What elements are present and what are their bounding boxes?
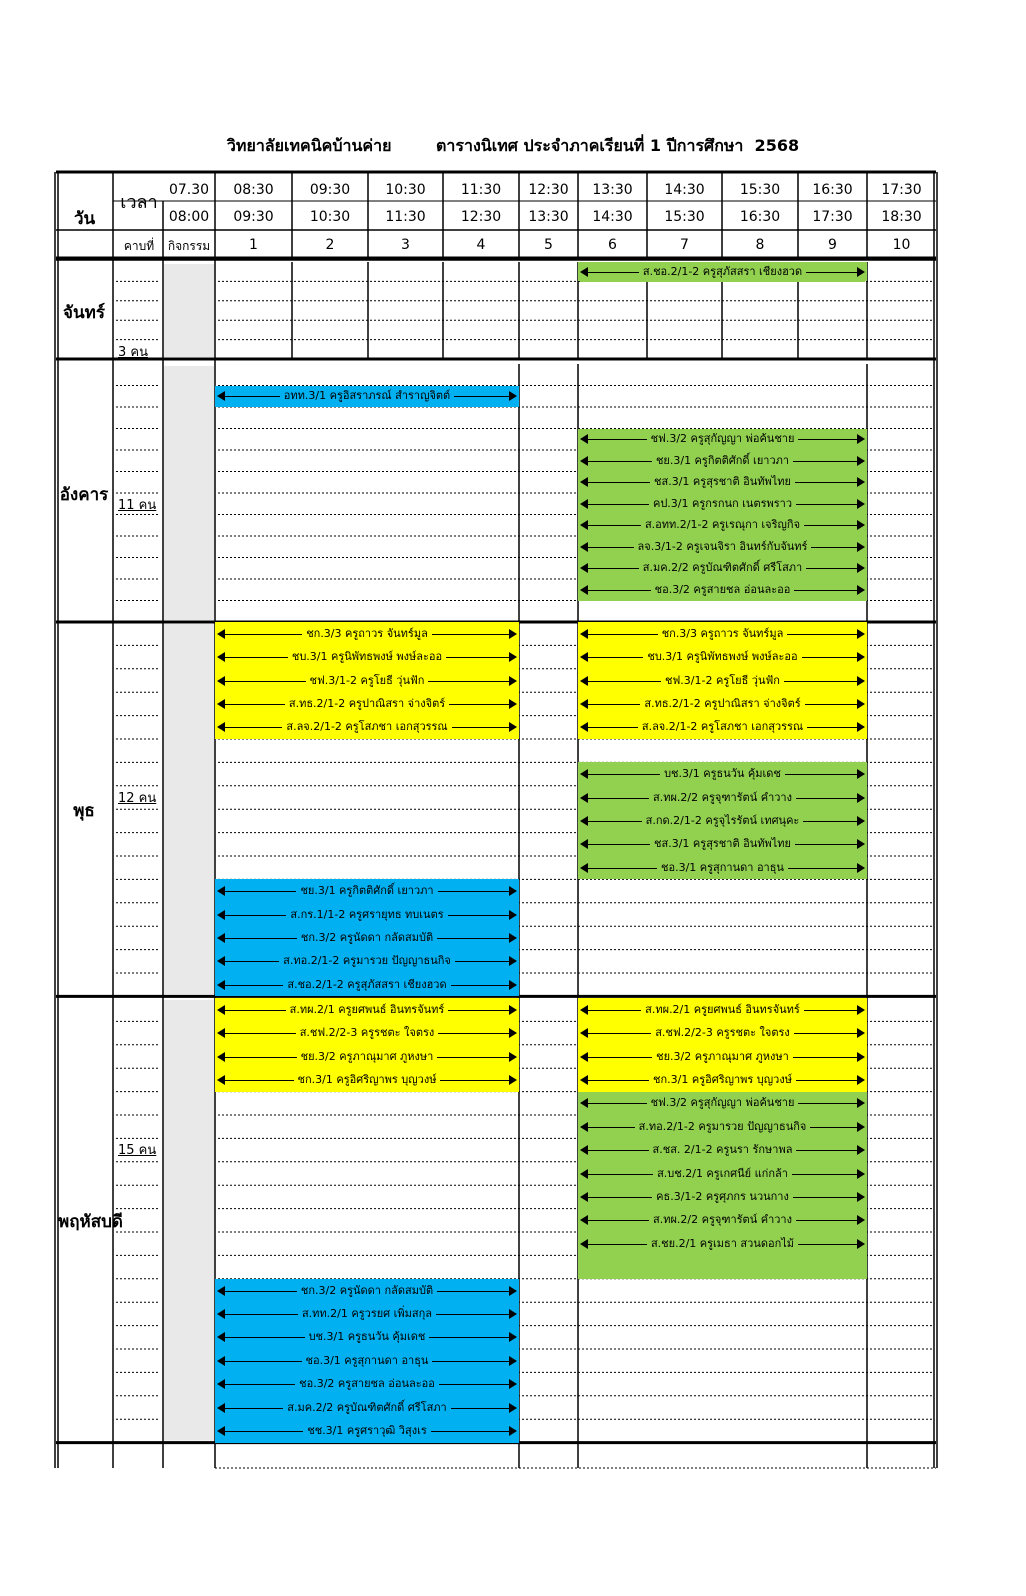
entry-text-wrap	[580, 262, 865, 282]
day-label: จันทร์	[63, 302, 105, 323]
entry-label: ชก.3/2 ครูนัดดา กลัดสมบัติ	[297, 931, 437, 944]
entry-label: ส.ทธ.2/1-2 ครูปาณิสรา จ่างจิตร์	[640, 697, 804, 710]
supervision-entry[interactable]	[217, 951, 517, 971]
supervision-entry[interactable]	[580, 1117, 865, 1137]
supervision-entry[interactable]	[580, 472, 865, 492]
entry-text-wrap	[217, 694, 517, 714]
supervision-entry[interactable]	[580, 537, 865, 557]
entry-text-wrap	[217, 1023, 517, 1043]
supervision-entry[interactable]	[580, 788, 865, 808]
entry-text-wrap	[217, 1421, 517, 1441]
teacher-count: 12 คน	[118, 790, 157, 806]
day-label: พุธ	[73, 801, 95, 822]
supervision-entry[interactable]	[217, 1023, 517, 1043]
day-label: อังคาร	[59, 485, 109, 505]
entry-label: ส.ชฟ.2/2-3 ครูรชตะ ใจตรง	[651, 1026, 794, 1039]
entry-label: อทท.3/1 ครูอิสราภรณ์ สำราญจิตต์	[280, 389, 454, 402]
entry-label: บช.3/1 ครูธนวัน คุ้มเดช	[660, 767, 785, 780]
activity-header: กิจกรรม	[167, 239, 211, 253]
time-start: 10:30	[385, 182, 426, 198]
supervision-entry[interactable]	[580, 1070, 865, 1090]
teacher-count: 15 คน	[118, 1143, 157, 1159]
entry-text-wrap	[217, 671, 517, 691]
entry-label: ชฟ.3/1-2 ครูโยธี วุ่นฟัก	[661, 674, 784, 687]
supervision-entry[interactable]	[217, 624, 517, 644]
entry-text-wrap	[580, 451, 865, 471]
entry-label: ส.ทผ.2/1 ครูยศพนธ์ อินทรจันทร์	[286, 1003, 449, 1016]
entry-label: ชย.3/2 ครูภาณุมาศ ภูหงษา	[652, 1050, 793, 1063]
entry-text-wrap	[580, 558, 865, 578]
entry-text-wrap	[217, 928, 517, 948]
entry-label: ชก.3/3 ครูถาวร จันทร์มูล	[658, 627, 788, 640]
entry-label: ชย.3/1 ครูกิตติศักดิ์ เยาวภา	[296, 884, 437, 897]
supervision-entry[interactable]	[580, 647, 865, 667]
entry-text-wrap	[580, 694, 865, 714]
entry-text-wrap	[217, 881, 517, 901]
entry-label: ชฟ.3/1-2 ครูโยธี วุ่นฟัก	[306, 674, 429, 687]
entry-text-wrap	[580, 1047, 865, 1067]
supervision-entry[interactable]	[217, 1304, 517, 1324]
activity-column	[164, 264, 214, 357]
supervision-entry[interactable]	[217, 975, 517, 995]
time-end: 11:30	[385, 209, 426, 225]
entry-text-wrap	[217, 386, 517, 406]
entry-text-wrap	[580, 788, 865, 808]
entry-text-wrap	[580, 1187, 865, 1207]
supervision-entry[interactable]	[580, 671, 865, 691]
time-start: 13:30	[592, 182, 633, 198]
period-header: คาบที่	[123, 239, 155, 253]
entry-text-wrap	[580, 1210, 865, 1230]
entry-text-wrap	[580, 1093, 865, 1113]
supervision-entry[interactable]	[580, 834, 865, 854]
entry-text-wrap	[217, 1047, 517, 1067]
entry-text-wrap	[580, 624, 865, 644]
entry-text-wrap	[580, 671, 865, 691]
day-label: พฤหัสบดี	[58, 1212, 123, 1233]
supervision-entry[interactable]	[217, 386, 517, 406]
entry-label: ส.ทธ.2/1-2 ครูปาณิสรา จ่างจิตร์	[285, 697, 449, 710]
entry-text-wrap	[580, 472, 865, 492]
entry-label: ส.ชอ.2/1-2 ครูสุภัสสรา เชียงฮวด	[639, 265, 806, 278]
entry-text-wrap	[217, 647, 517, 667]
supervision-entry[interactable]	[580, 1047, 865, 1067]
entry-text-wrap	[217, 1304, 517, 1324]
entry-label: ส.ทผ.2/2 ครูจุฑารัตน์ คำวาง	[649, 791, 796, 804]
supervision-entry[interactable]	[217, 905, 517, 925]
supervision-entry[interactable]	[217, 1398, 517, 1418]
supervision-entry[interactable]	[580, 1234, 865, 1254]
supervision-entry[interactable]	[217, 717, 517, 737]
entry-label: ส.ทท.2/1 ครูวรยศ เพิ่มสกุล	[298, 1307, 436, 1320]
entry-text-wrap	[580, 811, 865, 831]
time-end: 12:30	[460, 209, 502, 225]
entry-label: ส.ชอ.2/1-2 ครูสุภัสสรา เชียงฮวด	[283, 978, 450, 991]
entry-text-wrap	[580, 1023, 865, 1043]
supervision-entry[interactable]	[580, 858, 865, 878]
supervision-entry[interactable]	[580, 558, 865, 578]
supervision-entry[interactable]	[217, 1327, 517, 1347]
period-number: 7	[680, 237, 689, 253]
supervision-entry[interactable]	[580, 494, 865, 514]
entry-text-wrap	[217, 1327, 517, 1347]
supervision-entry[interactable]	[217, 694, 517, 714]
time-start: 09:30	[309, 182, 351, 198]
period-number: 2	[325, 237, 335, 253]
entry-label: ชย.3/2 ครูภาณุมาศ ภูหงษา	[297, 1050, 438, 1063]
entry-text-wrap	[217, 975, 517, 995]
supervision-entry[interactable]	[217, 1000, 517, 1020]
time-end: 13:30	[528, 209, 569, 225]
entry-label: บช.3/1 ครูธนวัน คุ้มเดช	[305, 1330, 430, 1343]
entry-label: ชบ.3/1 ครูนิพัทธพงษ์ พงษ์ละออ	[643, 650, 801, 663]
entry-label: ส.ทอ.2/1-2 ครูมารวย ปัญญาธนกิจ	[279, 954, 455, 967]
supervision-entry[interactable]	[580, 811, 865, 831]
entry-text-wrap	[580, 717, 865, 737]
entry-label: คป.3/1 ครูกรกนก เนตรพราว	[649, 497, 796, 510]
time-start: 15:30	[739, 182, 781, 198]
supervision-entry[interactable]	[580, 515, 865, 535]
supervision-entry[interactable]	[217, 1374, 517, 1394]
entry-text-wrap	[580, 1234, 865, 1254]
teacher-count: 3 คน	[118, 344, 148, 360]
entry-text-wrap	[217, 1070, 517, 1090]
entry-label: ส.กร.1/1-2 ครูศรายุทธ ทบเนตร	[286, 908, 447, 921]
time-end: 15:30	[664, 209, 705, 225]
entry-label: ชก.3/3 ครูถาวร จันทร์มูล	[302, 627, 432, 640]
entry-label: ส.มค.2/2 ครูบัณฑิตศักดิ์ ศรีโสภา	[283, 1401, 450, 1414]
supervision-entry[interactable]	[580, 694, 865, 714]
entry-text-wrap	[580, 858, 865, 878]
activity-column	[164, 1000, 214, 1441]
entry-label: ชอ.3/1 ครูสุกานดา อาธุน	[657, 861, 788, 874]
period-number: 1	[249, 237, 258, 253]
supervision-entry[interactable]	[580, 624, 865, 644]
supervision-entry[interactable]	[217, 1421, 517, 1441]
supervision-entry[interactable]	[580, 451, 865, 471]
entry-text-wrap	[580, 764, 865, 784]
entry-text-wrap	[580, 834, 865, 854]
entry-text-wrap	[217, 1398, 517, 1418]
page-title: วิทยาลัยเทคนิคบ้านค่าย ตารางนิเทศ ประจำภาคเรียนที่ 1 ปีการศึกษา 2568	[226, 136, 800, 155]
supervision-entry[interactable]	[580, 429, 865, 449]
supervision-entry[interactable]	[217, 1281, 517, 1301]
supervision-entry[interactable]	[580, 717, 865, 737]
entry-label: ลจ.3/1-2 ครูเจนจิรา อินทร์กับจันทร์	[634, 540, 812, 553]
entry-text-wrap	[580, 1070, 865, 1090]
entry-label: ชก.3/1 ครูอิศริญาพร บุญวงษ์	[649, 1073, 796, 1086]
entry-label: ส.ชย.2/1 ครูเมธา สวนดอกไม้	[647, 1237, 798, 1250]
entry-label: ชอ.3/1 ครูสุกานดา อาธุน	[302, 1354, 433, 1367]
entry-label: ชก.3/2 ครูนัดดา กลัดสมบัติ	[297, 1284, 437, 1297]
entry-label: ส.ชฟ.2/2-3 ครูรชตะ ใจตรง	[296, 1026, 439, 1039]
day-header: วัน	[74, 209, 96, 229]
entry-label: ส.ทอ.2/1-2 ครูมารวย ปัญญาธนกิจ	[635, 1120, 811, 1133]
entry-label: ส.ทผ.2/1 ครูยศพนธ์ อินทรจันทร์	[641, 1003, 804, 1016]
entry-text-wrap	[580, 429, 865, 449]
time-end: 18:30	[881, 209, 922, 225]
activity-column	[164, 366, 214, 620]
entry-text-wrap	[217, 624, 517, 644]
period-number: 8	[755, 237, 765, 253]
entry-label: ชฟ.3/2 ครูสุกัญญา พ่อค้นชาย	[647, 432, 799, 445]
time-end: 17:30	[812, 209, 853, 225]
time-end: 08:00	[168, 209, 210, 225]
entry-text-wrap	[580, 1117, 865, 1137]
time-start: 17:30	[881, 182, 922, 198]
time-start: 12:30	[528, 182, 569, 198]
entry-text-wrap	[580, 1164, 865, 1184]
supervision-entry[interactable]	[580, 1210, 865, 1230]
time-end: 14:30	[592, 209, 633, 225]
entry-text-wrap	[217, 1351, 517, 1371]
period-number: 3	[401, 237, 410, 253]
entry-label: ชย.3/1 ครูกิตติศักดิ์ เยาวภา	[652, 454, 793, 467]
time-start: 16:30	[812, 182, 853, 198]
time-start: 07.30	[168, 182, 210, 198]
supervision-entry[interactable]	[580, 1187, 865, 1207]
period-number: 6	[608, 237, 617, 253]
entry-label: ชอ.3/2 ครูสายชล อ่อนละออ	[295, 1377, 439, 1390]
activity-column	[164, 624, 214, 994]
entry-text-wrap	[217, 905, 517, 925]
supervision-entry[interactable]	[217, 1351, 517, 1371]
entry-label: ส.อทท.2/1-2 ครูเรณุกา เจริญกิจ	[641, 518, 804, 531]
entry-text-wrap	[580, 1000, 865, 1020]
supervision-entry[interactable]	[217, 881, 517, 901]
supervision-entry[interactable]	[580, 1023, 865, 1043]
entry-label: ส.ทผ.2/2 ครูจุฑารัตน์ คำวาง	[649, 1213, 796, 1226]
time-end: 16:30	[739, 209, 781, 225]
entry-text-wrap	[580, 515, 865, 535]
time-end: 10:30	[309, 209, 351, 225]
entry-text-wrap	[580, 537, 865, 557]
entry-label: ชช.3/1 ครูศราวุฒิ วิสุงเร	[303, 1424, 431, 1437]
entry-label: ชส.3/1 ครูสุรชาติ อินทัพไทย	[650, 475, 795, 488]
supervision-entry[interactable]	[217, 1047, 517, 1067]
supervision-entry[interactable]	[580, 764, 865, 784]
entry-text-wrap	[217, 1281, 517, 1301]
supervision-entry[interactable]	[580, 1164, 865, 1184]
supervision-entry[interactable]	[217, 647, 517, 667]
supervision-entry[interactable]	[217, 928, 517, 948]
supervision-entry[interactable]	[580, 1093, 865, 1113]
teacher-count: 11 คน	[118, 498, 157, 513]
entry-label: ส.กด.2/1-2 ครูจุไรรัตน์ เทศนุคะ	[642, 814, 804, 827]
time-start: 14:30	[664, 182, 705, 198]
entry-label: คธ.3/1-2 ครูศุภกร นวนกาง	[652, 1190, 793, 1203]
entry-text-wrap	[580, 1140, 865, 1160]
entry-label: ส.บช.2/1 ครูเกศนีย์ แก่กล้า	[653, 1167, 792, 1180]
entry-label: ชอ.3/2 ครูสายชล อ่อนละออ	[651, 583, 795, 596]
period-number: 4	[476, 237, 486, 253]
supervision-entry[interactable]	[580, 1000, 865, 1020]
entry-text-wrap	[580, 580, 865, 600]
time-end: 09:30	[233, 209, 274, 225]
entry-text-wrap	[217, 951, 517, 971]
entry-label: ส.มค.2/2 ครูบัณฑิตศักดิ์ ศรีโสภา	[639, 561, 806, 574]
entry-text-wrap	[580, 647, 865, 667]
entry-label: ชก.3/1 ครูอิศริญาพร บุญวงษ์	[294, 1073, 441, 1086]
supervision-entry[interactable]	[580, 1140, 865, 1160]
entry-label: ชบ.3/1 ครูนิพัทธพงษ์ พงษ์ละออ	[288, 650, 446, 663]
entry-text-wrap	[217, 1374, 517, 1394]
period-number: 9	[828, 237, 837, 253]
entry-label: ชฟ.3/2 ครูสุกัญญา พ่อค้นชาย	[647, 1096, 799, 1109]
supervision-entry[interactable]	[580, 262, 865, 282]
time-start: 08:30	[233, 182, 274, 198]
time-header: เวลา	[120, 192, 158, 213]
period-number: 10	[892, 237, 911, 253]
entry-text-wrap	[217, 717, 517, 737]
entry-text-wrap	[217, 1000, 517, 1020]
entry-label: ส.ชส. 2/1-2 ครูนรา รักษาพล	[649, 1143, 797, 1156]
entry-label: ส.ลจ.2/1-2 ครูโสภชา เอกสุวรรณ	[282, 720, 451, 733]
supervision-entry[interactable]	[217, 1070, 517, 1090]
period-number: 5	[544, 237, 553, 253]
time-start: 11:30	[460, 182, 502, 198]
supervision-entry[interactable]	[580, 580, 865, 600]
entry-label: ชส.3/1 ครูสุรชาติ อินทัพไทย	[650, 837, 795, 850]
entry-label: ส.ลจ.2/1-2 ครูโสภชา เอกสุวรรณ	[638, 720, 807, 733]
supervision-entry[interactable]	[217, 671, 517, 691]
entry-text-wrap	[580, 494, 865, 514]
